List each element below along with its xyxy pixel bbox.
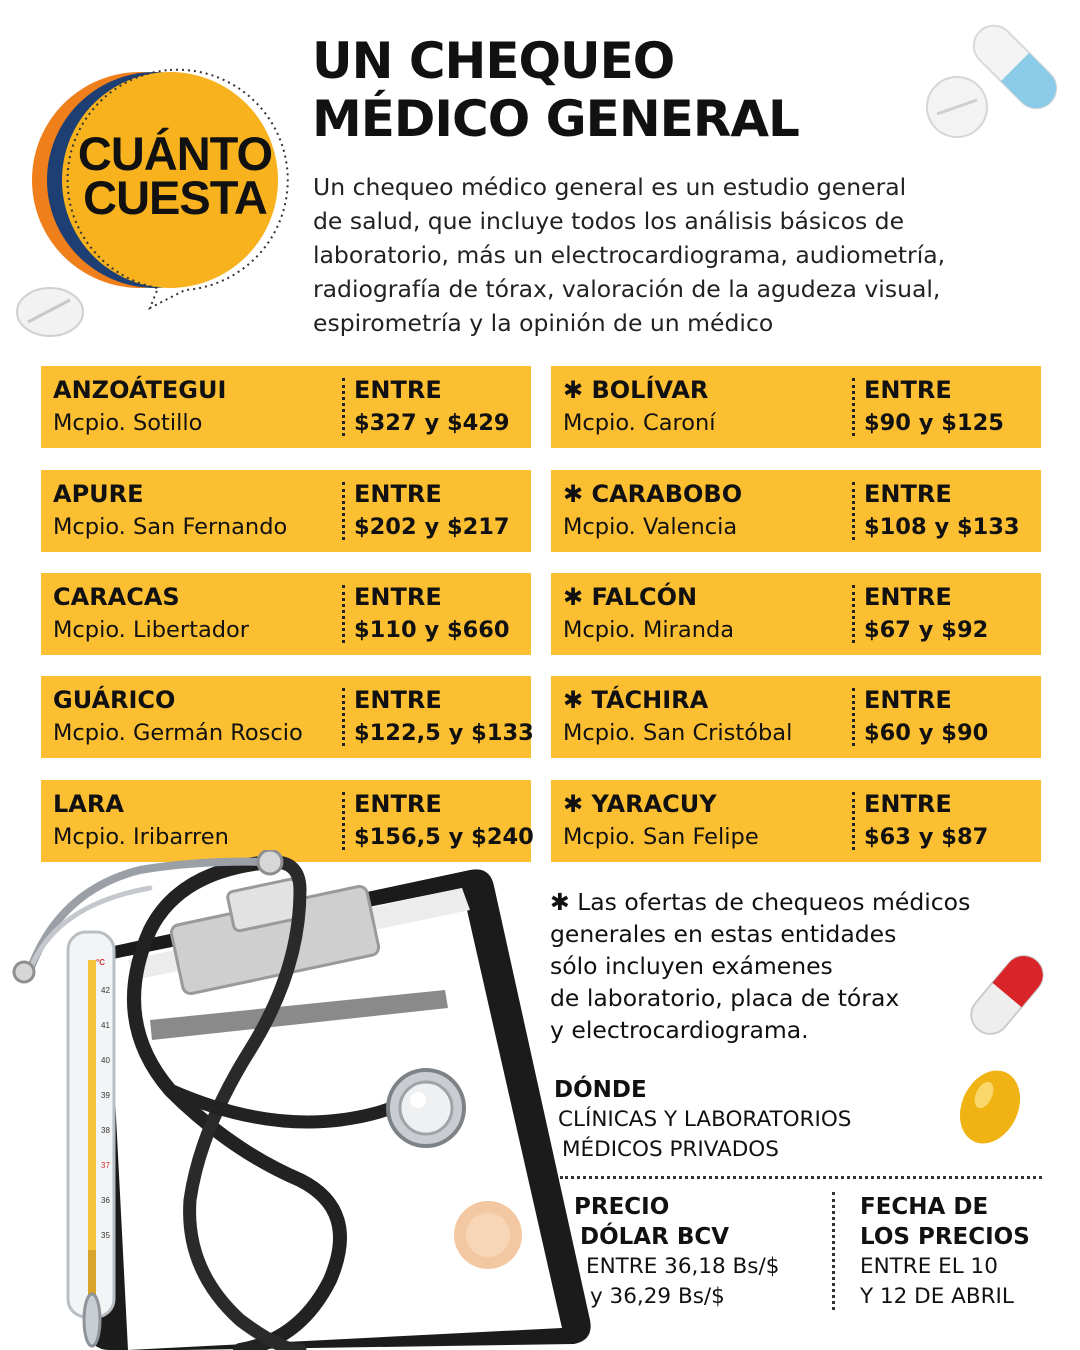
price-range: $108 y $133 — [864, 514, 1020, 540]
title-line-1: UN CHEQUEO — [312, 32, 675, 90]
intro-line: de salud, que incluye todos los análisis básicos de — [313, 207, 905, 235]
entre-label: ENTRE — [864, 480, 952, 508]
asterisk-icon: ✱ — [563, 790, 584, 818]
price-card-yaracuy — [551, 780, 1041, 862]
asterisk-icon: ✱ — [563, 480, 584, 508]
title-line-2: MÉDICO GENERAL — [312, 90, 799, 148]
donde-label: DÓNDE — [554, 1077, 647, 1103]
dotted-divider — [342, 482, 345, 540]
state-label: YARACUY — [591, 790, 717, 818]
footnote-line: generales en estas entidades — [550, 920, 897, 948]
state-name — [563, 686, 708, 714]
state-name: LARA — [53, 790, 124, 818]
asterisk-icon: ✱ — [563, 583, 584, 611]
fecha-line-1: ENTRE EL 10 — [860, 1254, 998, 1279]
price-card-falcon — [551, 573, 1041, 655]
footnote-text: Las ofertas de chequeos médicos — [577, 888, 971, 916]
price-range: $156,5 y $240 — [354, 824, 534, 850]
municipality: Mcpio. San Felipe — [563, 824, 759, 850]
state-name — [563, 583, 697, 611]
asterisk-icon: ✱ — [563, 376, 584, 404]
municipality: Mcpio. Sotillo — [53, 410, 203, 436]
state-name: GUÁRICO — [53, 686, 176, 714]
precio-section — [574, 1192, 779, 1312]
dotted-divider — [832, 1192, 835, 1310]
precio-label-2: DÓLAR BCV — [580, 1224, 730, 1250]
footnote-line: de laboratorio, placa de tórax — [550, 984, 900, 1012]
precio-line-1: ENTRE 36,18 Bs/$ — [586, 1254, 780, 1279]
dotted-divider — [852, 792, 855, 850]
price-range: $327 y $429 — [354, 410, 510, 436]
state-name: CARACAS — [53, 583, 180, 611]
dotted-divider — [852, 585, 855, 643]
softgel-icon — [950, 1065, 1030, 1150]
thermometer-scale-40: 40 — [101, 1056, 110, 1065]
donde-line-1: CLÍNICAS Y LABORATORIOS — [558, 1107, 852, 1132]
price-range: $60 y $90 — [864, 720, 989, 746]
intro-paragraph — [313, 170, 1053, 340]
badge-line-2: CUESTA — [83, 171, 267, 224]
state-name — [563, 790, 717, 818]
intro-line: laboratorio, más un electrocardiograma, audiometría, — [313, 241, 946, 269]
municipality: Mcpio. Iribarren — [53, 824, 229, 850]
donde-section — [554, 1075, 851, 1165]
thermometer-scale-35: 35 — [101, 1231, 110, 1240]
fecha-label-1: FECHA DE — [860, 1194, 989, 1220]
footnote-line: y electrocardiograma. — [550, 1016, 809, 1044]
footnote-line — [550, 886, 1050, 918]
price-card-caracas — [41, 573, 531, 655]
bandage-icon — [454, 1201, 522, 1269]
price-range: $67 y $92 — [864, 617, 989, 643]
price-range: $110 y $660 — [354, 617, 510, 643]
asterisk-icon: ✱ — [550, 888, 570, 916]
clipboard-icon — [88, 869, 591, 1350]
price-range: $202 y $217 — [354, 514, 510, 540]
state-name — [563, 376, 708, 404]
state-label: TÁCHIRA — [591, 686, 709, 714]
thermometer-scale-41: 41 — [101, 1021, 110, 1030]
municipality: Mcpio. San Fernando — [53, 514, 288, 540]
price-range: $63 y $87 — [864, 824, 989, 850]
municipality: Mcpio. Germán Roscio — [53, 720, 303, 746]
intro-line: Un chequeo médico general es un estudio general — [313, 173, 907, 201]
badge-title — [55, 127, 295, 224]
price-range: $90 y $125 — [864, 410, 1004, 436]
thermometer-scale-42: 42 — [101, 986, 110, 995]
state-label: BOLÍVAR — [591, 376, 709, 404]
capsule-icon — [965, 12, 1065, 122]
price-card-anzoategui — [41, 366, 531, 448]
municipality: Mcpio. San Cristóbal — [563, 720, 793, 746]
price-card-carabobo — [551, 470, 1041, 552]
pill-tablet-icon — [10, 282, 85, 342]
intro-line: radiografía de tórax, valoración de la agudeza visual, — [313, 275, 941, 303]
price-card-apure — [41, 470, 531, 552]
dotted-divider — [342, 585, 345, 643]
price-range: $122,5 y $133 — [354, 720, 534, 746]
footnote-line: sólo incluyen exámenes — [550, 952, 833, 980]
price-card-bolivar — [551, 366, 1041, 448]
donde-line-2: MÉDICOS PRIVADOS — [562, 1137, 779, 1162]
precio-line-2: y 36,29 Bs/$ — [590, 1284, 725, 1309]
entre-label: ENTRE — [354, 686, 442, 714]
dotted-divider — [342, 792, 345, 850]
fecha-label-2: LOS PRECIOS — [860, 1224, 1030, 1250]
thermometer-scale-36: 36 — [101, 1196, 110, 1205]
entre-label: ENTRE — [354, 790, 442, 818]
state-name — [563, 480, 742, 508]
entre-label: ENTRE — [354, 583, 442, 611]
precio-label-1: PRECIO — [574, 1194, 670, 1220]
thermometer-scale-39: 39 — [101, 1091, 110, 1100]
thermometer-unit: °C — [96, 958, 105, 967]
entre-label: ENTRE — [864, 686, 952, 714]
badge-line-1: CUÁNTO — [77, 127, 273, 180]
dotted-divider — [342, 378, 345, 436]
state-name: ANZOÁTEGUI — [53, 376, 227, 404]
dotted-divider — [852, 378, 855, 436]
municipality: Mcpio. Libertador — [53, 617, 250, 643]
thermometer-scale-37: 37 — [101, 1161, 110, 1170]
municipality: Mcpio. Valencia — [563, 514, 738, 540]
intro-line: espirometría y la opinión de un médico — [313, 309, 774, 337]
entre-label: ENTRE — [864, 376, 952, 404]
price-card-tachira — [551, 676, 1041, 758]
dotted-divider — [852, 482, 855, 540]
entre-label: ENTRE — [354, 480, 442, 508]
footnote — [550, 886, 1050, 1046]
state-label: CARABOBO — [591, 480, 743, 508]
state-label: FALCÓN — [591, 583, 698, 611]
state-name: APURE — [53, 480, 144, 508]
dotted-divider — [852, 688, 855, 746]
entre-label: ENTRE — [864, 790, 952, 818]
dotted-divider — [560, 1176, 1042, 1179]
price-card-guarico — [41, 676, 534, 758]
municipality: Mcpio. Miranda — [563, 617, 735, 643]
fecha-line-2: Y 12 DE ABRIL — [860, 1284, 1014, 1309]
entre-label: ENTRE — [354, 376, 442, 404]
entre-label: ENTRE — [864, 583, 952, 611]
chestpiece-icon — [388, 1070, 464, 1146]
medical-illustration — [0, 850, 600, 1350]
fecha-section — [860, 1192, 1030, 1312]
asterisk-icon: ✱ — [563, 686, 584, 714]
page-title — [312, 32, 799, 148]
thermometer-scale-38: 38 — [101, 1126, 110, 1135]
dotted-divider — [342, 688, 345, 746]
municipality: Mcpio. Caroní — [563, 410, 716, 436]
